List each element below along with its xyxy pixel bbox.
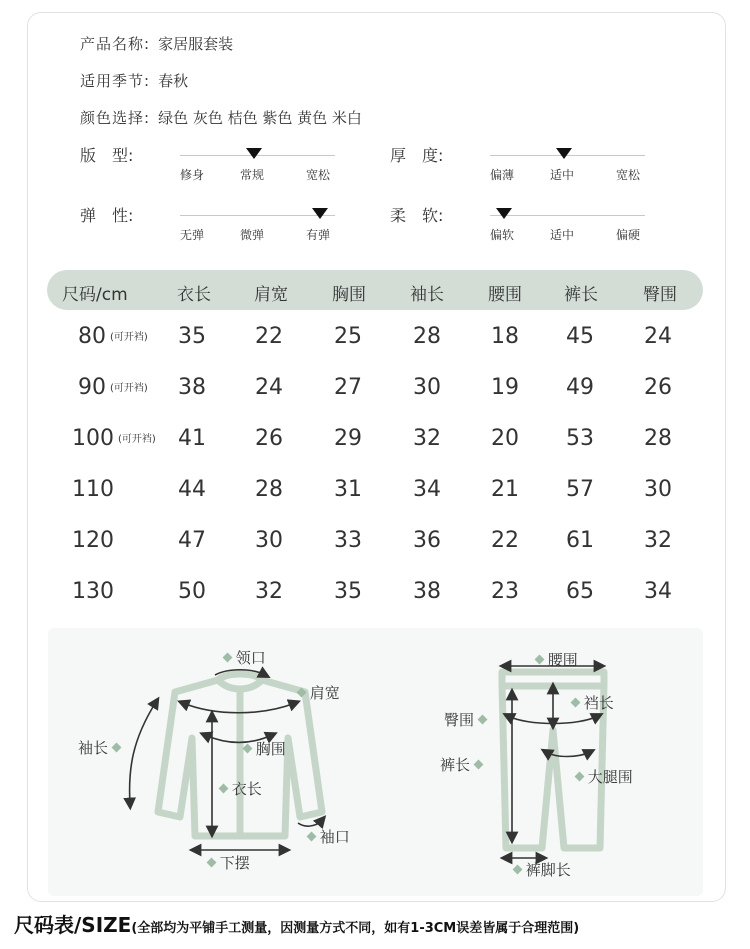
table-cell: 22 [255, 324, 283, 349]
sleeve-text: 袖长 [78, 739, 109, 757]
top-length-text: 衣长 [231, 780, 262, 798]
table-cell: 45 [566, 324, 594, 349]
diamond-bullet-icon [223, 653, 233, 663]
table-cell: 49 [566, 375, 594, 400]
softness-option: 偏硬 [616, 228, 641, 242]
table-cell: 23 [491, 579, 519, 604]
elasticity-option: 无弹 [180, 228, 205, 242]
table-cell: 35 [334, 579, 362, 604]
table-cell: 30 [413, 375, 441, 400]
top-length-label [220, 778, 262, 799]
table-cell: 32 [644, 528, 672, 553]
table-cell: 20 [491, 426, 519, 451]
diamond-bullet-icon [111, 743, 121, 753]
table-cell: 30 [644, 477, 672, 502]
table-cell: 28 [644, 426, 672, 451]
season-value: 春秋 [158, 72, 189, 90]
column-header-chest: 胸围 [332, 285, 366, 305]
elasticity-option: 微弹 [240, 228, 265, 242]
table-cell: 27 [334, 375, 362, 400]
thigh-text: 大腿围 [587, 768, 633, 786]
table-cell: 21 [491, 477, 519, 502]
pants-length-text: 裤长 [440, 756, 471, 774]
diamond-bullet-icon [307, 832, 317, 842]
table-cell: 30 [255, 528, 283, 553]
chest-label [244, 738, 286, 759]
color-value: 绿色 灰色 桔色 紫色 黄色 米白 [158, 109, 362, 127]
fit-scale-label: 版 型: [80, 146, 134, 165]
diamond-bullet-icon [477, 715, 487, 725]
table-cell: 32 [255, 579, 283, 604]
table-cell: 24 [644, 324, 672, 349]
diamond-bullet-icon [219, 784, 229, 794]
fit-option: 修身 [180, 168, 205, 182]
size-value: 80 [78, 324, 106, 349]
diamond-bullet-icon [571, 698, 581, 708]
cuff-label [308, 826, 350, 847]
column-header-shoulder: 肩宽 [254, 285, 288, 305]
column-header-waist: 腰围 [488, 285, 522, 305]
thickness-option: 偏薄 [490, 168, 515, 182]
size-value: 90 [78, 375, 106, 400]
collar-text: 领口 [235, 649, 266, 667]
waist-label [536, 649, 578, 670]
leg-opening-text: 裤脚长 [525, 861, 571, 879]
thickness-option: 适中 [550, 168, 575, 182]
color-label: 颜色选择: [80, 109, 151, 127]
product-name-value: 家居服套装 [158, 35, 234, 53]
table-cell: 61 [566, 528, 594, 553]
size-note: (可开裆) [110, 332, 148, 343]
size-value: 100 [72, 426, 114, 451]
size-value: 110 [72, 477, 114, 502]
diamond-bullet-icon [575, 772, 585, 782]
table-cell: 28 [255, 477, 283, 502]
table-cell: 41 [178, 426, 206, 451]
thickness-scale-label: 厚 度: [390, 146, 444, 165]
table-cell: 26 [255, 426, 283, 451]
crotch-text: 裆长 [583, 694, 614, 712]
table-cell: 36 [413, 528, 441, 553]
table-cell: 34 [413, 477, 441, 502]
pants-length-label [440, 754, 482, 775]
diamond-bullet-icon [473, 760, 483, 770]
size-note: (可开裆) [118, 434, 156, 445]
product-name-label: 产品名称: [80, 35, 151, 53]
table-cell: 33 [334, 528, 362, 553]
fit-option: 宽松 [306, 168, 331, 182]
footer-caption [14, 909, 579, 938]
waist-text: 腰围 [547, 651, 578, 669]
table-cell: 38 [178, 375, 206, 400]
column-header-hip: 臀围 [643, 285, 677, 305]
table-cell: 19 [491, 375, 519, 400]
chest-text: 胸围 [255, 740, 286, 758]
table-cell: 34 [644, 579, 672, 604]
diamond-bullet-icon [243, 744, 253, 754]
sleeve-label [78, 737, 120, 758]
table-cell: 24 [255, 375, 283, 400]
table-cell: 47 [178, 528, 206, 553]
size-value: 120 [72, 528, 114, 553]
table-cell: 32 [413, 426, 441, 451]
softness-option: 偏软 [490, 228, 515, 242]
size-value: 130 [72, 579, 114, 604]
diamond-bullet-icon [535, 655, 545, 665]
shoulder-label [298, 682, 340, 703]
leg-opening-label [514, 859, 571, 880]
column-header-size: 尺码/cm [62, 285, 128, 305]
thickness-option: 宽松 [616, 168, 641, 182]
diamond-bullet-icon [513, 865, 523, 875]
elasticity-option: 有弹 [306, 228, 331, 242]
collar-label [224, 647, 266, 668]
table-cell: 18 [491, 324, 519, 349]
table-cell: 38 [413, 579, 441, 604]
column-header-pants-length: 裤长 [564, 285, 598, 305]
table-cell: 25 [334, 324, 362, 349]
table-cell: 31 [334, 477, 362, 502]
column-header-sleeve: 袖长 [410, 285, 444, 305]
table-cell: 28 [413, 324, 441, 349]
hem-label [208, 852, 250, 873]
footer-title: 尺码表/SIZE [14, 913, 132, 937]
diamond-bullet-icon [297, 688, 307, 698]
softness-option: 适中 [550, 228, 575, 242]
hem-text: 下摆 [219, 854, 250, 872]
table-cell: 35 [178, 324, 206, 349]
elasticity-scale-label: 弹 性: [80, 206, 134, 225]
table-cell: 26 [644, 375, 672, 400]
table-cell: 44 [178, 477, 206, 502]
diamond-bullet-icon [207, 858, 217, 868]
fit-option: 常规 [240, 168, 265, 182]
season-label: 适用季节: [80, 72, 151, 90]
crotch-label [572, 692, 614, 713]
hip-label [444, 709, 486, 730]
thigh-label [576, 766, 633, 787]
footer-note: (全部均为平铺手工测量，因测量方式不同，如有1-3CM误差皆属于合理范围) [131, 921, 580, 936]
table-cell: 57 [566, 477, 594, 502]
shoulder-text: 肩宽 [309, 684, 340, 702]
hip-text: 臀围 [444, 711, 475, 729]
size-note: (可开裆) [110, 383, 148, 394]
cuff-text: 袖口 [319, 828, 350, 846]
table-cell: 22 [491, 528, 519, 553]
column-header-length: 衣长 [177, 285, 211, 305]
table-cell: 50 [178, 579, 206, 604]
table-cell: 29 [334, 426, 362, 451]
softness-scale-label: 柔 软: [390, 206, 444, 225]
table-cell: 53 [566, 426, 594, 451]
table-cell: 65 [566, 579, 594, 604]
